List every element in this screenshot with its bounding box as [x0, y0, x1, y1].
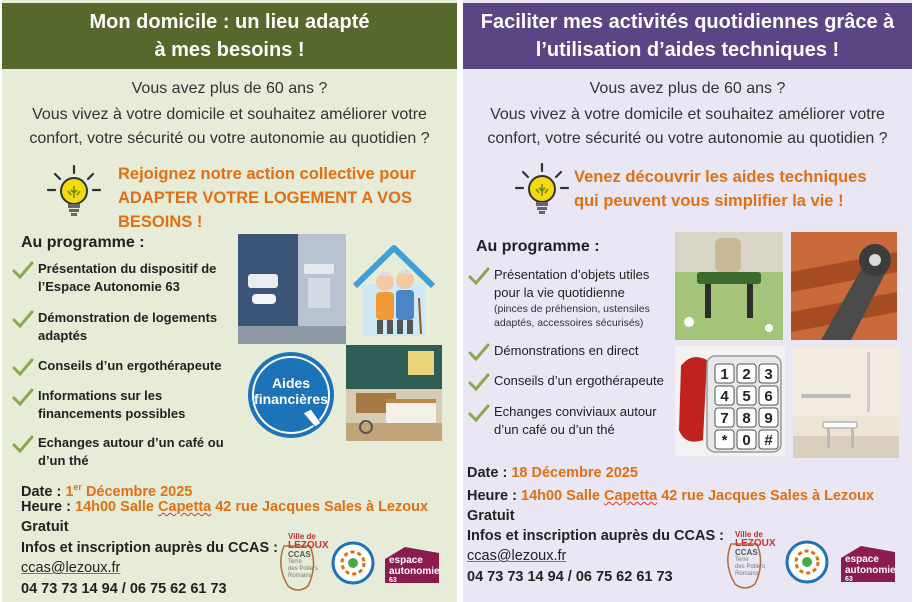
checkmark-icon: [468, 372, 490, 392]
item-small: (pinces de préhension, ustensiles: [494, 303, 650, 315]
phone-key-label: 1: [720, 366, 729, 383]
phone-key-label: 8: [742, 410, 751, 427]
espace-autonomie-logo: [839, 544, 897, 584]
departement-seal-logo: [785, 540, 829, 584]
adapted-bathroom-photo: [238, 234, 346, 344]
left-phones: 04 73 73 14 94 / 06 75 62 61 73: [21, 581, 227, 597]
logo-espace: espace: [389, 555, 423, 566]
left-title-line2: à mes besoins !: [154, 39, 305, 61]
left-program-item: [12, 309, 217, 345]
shower-seat-photo: [793, 346, 899, 458]
elderly-couple-house-icon: [349, 234, 439, 344]
left-program-item: [12, 260, 216, 296]
logo-tagline1: Terre: [735, 557, 749, 563]
phone-key-label: 9: [764, 410, 773, 427]
espace-autonomie-logo: [383, 545, 441, 585]
item-line: Echanges autour d’un café ou: [38, 435, 224, 450]
checkmark-icon: [12, 260, 34, 280]
email-link[interactable]: ccas@lezoux.fr: [21, 560, 121, 576]
heure-post: 42 rue Jacques Sales à Lezoux: [657, 488, 875, 504]
left-title-banner: [2, 3, 457, 69]
date-label: Date :: [467, 465, 512, 481]
checkmark-icon: [12, 309, 34, 329]
aides-line1: Aides: [271, 375, 311, 391]
departement-seal-logo: [331, 541, 375, 585]
phone-key-label: *: [721, 432, 728, 449]
right-flyer: [463, 0, 912, 602]
item-line: Présentation d’objets utiles: [494, 267, 650, 282]
item-line: pour la vie quotidienne: [494, 285, 625, 300]
aides-financieres-badge: [245, 349, 337, 441]
logo-tagline1: Terre: [288, 559, 302, 565]
anti-slip-tape-photo: [791, 232, 897, 340]
heure-label: Heure :: [467, 488, 521, 504]
right-intro-line2: confort, votre sécurité ou votre autonomie au quotidien ?: [487, 130, 888, 147]
big-button-telephone-photo: [675, 346, 785, 456]
lightbulb-icon: [46, 164, 102, 220]
right-infos: Infos et inscription auprès du CCAS :: [467, 528, 724, 544]
ville-lezoux-logo: [719, 530, 791, 594]
logo-lezoux: LEZOUX: [288, 540, 329, 551]
item-line: financements possibles: [38, 406, 186, 421]
phone-key-label: 3: [764, 366, 773, 383]
item-small: adaptés, accessoires sécurisés): [494, 317, 644, 329]
heure-place: Capetta: [604, 488, 658, 504]
right-title-line1: Faciliter mes activités quotidiennes grâce à: [480, 11, 895, 33]
logo-de: de: [753, 530, 763, 539]
date-value: 18 Décembre 2025: [511, 465, 638, 481]
date-sup: er: [73, 482, 82, 492]
right-title-line2: l’utilisation d’aides techniques !: [535, 39, 840, 61]
item-line: Démonstration de logements: [38, 310, 218, 325]
aides-line2: financières: [254, 391, 328, 407]
item-line: Echanges conviviaux autour: [494, 404, 657, 419]
right-cta-line1: Venez découvrir les aides techniques: [574, 168, 867, 186]
left-program-title: Au programme :: [21, 234, 145, 251]
right-intro-question: Vous avez plus de 60 ans ?: [589, 80, 786, 97]
checkmark-icon: [12, 357, 34, 377]
heure-place: Capetta: [158, 499, 212, 515]
logo-ccas: CCAS: [735, 548, 758, 557]
right-intro-line1: Vous vivez à votre domicile et souhaitez améliorer votre: [490, 106, 885, 123]
heure-pre: 14h00 Salle: [521, 488, 605, 504]
phone-key-label: 6: [764, 388, 773, 405]
logo-autonomie: autonomie: [845, 565, 896, 576]
right-program-item: [468, 403, 657, 439]
phone-key-label: #: [764, 432, 773, 449]
item-line: adaptés: [38, 328, 88, 343]
logo-lezoux: LEZOUX: [735, 538, 776, 549]
right-heure: [467, 486, 874, 506]
date-label: Date :: [21, 483, 66, 500]
left-email[interactable]: [21, 558, 120, 578]
left-cta: [118, 162, 416, 234]
right-gratuit: Gratuit: [467, 508, 515, 524]
checkmark-icon: [12, 387, 34, 407]
item-line: Démonstrations en direct: [494, 343, 639, 358]
phone-key-label: 0: [742, 432, 751, 449]
logo-num: 63: [389, 577, 397, 584]
left-cta-line1: Rejoignez notre action collective pour: [118, 165, 416, 183]
logo-espace: espace: [845, 554, 879, 565]
garden-kneeler-photo: [675, 232, 783, 340]
logo-autonomie: autonomie: [389, 566, 440, 577]
left-program-item: [12, 387, 185, 423]
right-intro: [463, 77, 912, 151]
heure-post: 42 rue Jacques Sales à Lezoux: [211, 499, 429, 515]
left-title-line1: Mon domicile : un lieu adapté: [89, 11, 370, 33]
left-intro-question: Vous avez plus de 60 ans ?: [131, 80, 328, 97]
logo-num: 63: [845, 576, 853, 583]
logo-tagline2: des Potiers: [735, 564, 766, 570]
right-date: [467, 463, 638, 483]
date-rest: Décembre 2025: [81, 483, 193, 500]
date-day: 1: [65, 483, 74, 500]
right-cta-line2: qui peuvent vous simplifier la vie !: [574, 192, 844, 210]
item-line: Conseils d’un ergothérapeute: [38, 358, 222, 373]
left-gratuit: Gratuit: [21, 519, 69, 535]
left-intro: [2, 77, 457, 151]
right-program-title: Au programme :: [476, 238, 600, 255]
logo-tagline3: Romains: [288, 573, 312, 579]
item-line: d’un café ou d’un thé: [494, 422, 615, 437]
logo-de: de: [306, 532, 316, 541]
item-line: Informations sur les: [38, 388, 163, 403]
right-program-item: [468, 266, 650, 330]
phone-key-label: 7: [720, 410, 729, 427]
item-line: d’un thé: [38, 453, 89, 468]
left-infos: Infos et inscription auprès du CCAS :: [21, 540, 278, 556]
heure-pre: 14h00 Salle: [75, 499, 159, 515]
right-cta: [574, 165, 867, 213]
logo-ccas: CCAS: [288, 550, 311, 559]
right-phones: 04 73 73 14 94 / 06 75 62 61 73: [467, 569, 673, 585]
left-program-item: [12, 357, 221, 377]
left-intro-line1: Vous vivez à votre domicile et souhaitez améliorer votre: [32, 106, 427, 123]
left-heure: [21, 497, 428, 517]
logo-ville: Ville: [735, 530, 752, 539]
phone-key-label: 5: [742, 388, 751, 405]
right-email[interactable]: [467, 546, 566, 566]
right-program-item: [468, 342, 639, 362]
left-cta-line3: BESOINS !: [118, 213, 203, 231]
lightbulb-icon: [514, 162, 570, 218]
left-intro-line2: confort, votre sécurité ou votre autonomie au quotidien ?: [29, 130, 430, 147]
adapted-bedroom-photo: [346, 345, 442, 441]
phone-key-label: 4: [720, 388, 729, 405]
left-flyer: [2, 0, 457, 602]
left-cta-line2: ADAPTER VOTRE LOGEMENT A VOS: [118, 189, 412, 207]
item-line: Présentation du dispositif de: [38, 261, 217, 276]
right-program-item: [468, 372, 664, 392]
logo-tagline3: Romains: [735, 571, 759, 577]
phone-key-label: 2: [742, 366, 751, 383]
logo-ville: Ville: [288, 532, 305, 541]
checkmark-icon: [468, 266, 490, 286]
left-program-item: [12, 434, 224, 470]
right-title-banner: [463, 3, 912, 69]
checkmark-icon: [468, 342, 490, 362]
item-line: Conseils d’un ergothérapeute: [494, 373, 664, 388]
item-line: l’Espace Autonomie 63: [38, 279, 180, 294]
logo-tagline2: des Potiers: [288, 566, 319, 572]
email-link[interactable]: ccas@lezoux.fr: [467, 548, 567, 564]
heure-label: Heure :: [21, 499, 75, 515]
checkmark-icon: [12, 434, 34, 454]
checkmark-icon: [468, 403, 490, 423]
